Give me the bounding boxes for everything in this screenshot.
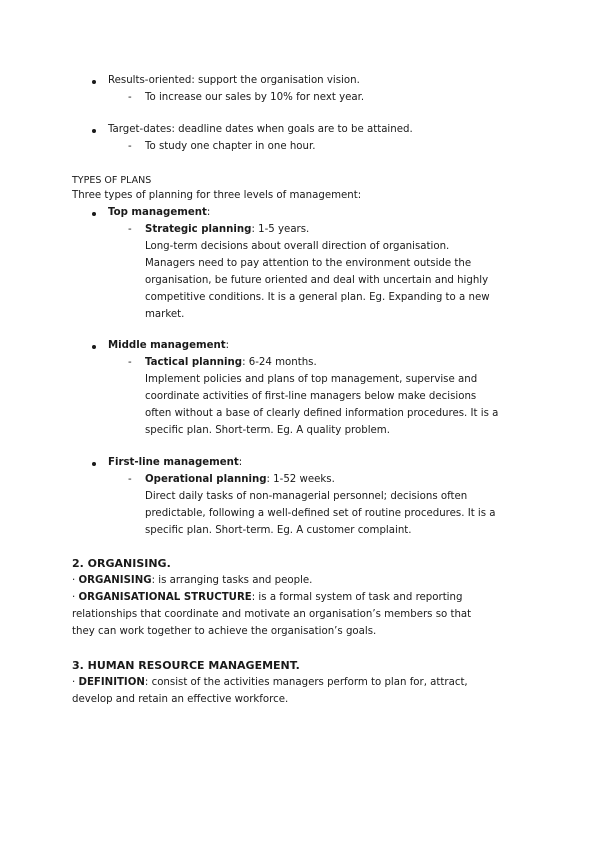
top-management-label: Top management bbox=[108, 207, 207, 218]
strategic-planning-item bbox=[145, 222, 309, 239]
top-management-line: Managers need to pay attention to the environment outside the bbox=[145, 258, 472, 269]
organising-term: ORGANISING bbox=[78, 575, 152, 586]
results-oriented-definition: : support the organisation vision. bbox=[191, 75, 360, 86]
dash-icon: - bbox=[128, 141, 132, 152]
list-marker: · bbox=[72, 575, 76, 586]
target-dates-example: To study one chapter in one hour. bbox=[145, 141, 316, 152]
dash-icon: - bbox=[128, 92, 132, 103]
colon: : bbox=[225, 340, 230, 351]
types-of-plans-intro: Three types of planning for three levels of management: bbox=[72, 190, 362, 201]
first-line-management-line: Direct daily tasks of non-managerial personnel; decisions often bbox=[145, 491, 468, 502]
middle-management-line: Implement policies and plans of top management, supervise and bbox=[145, 374, 478, 385]
tactical-planning-range: : 6-24 months. bbox=[242, 357, 317, 368]
first-line-management-line: predictable, following a well-defined set of routine procedures. It is a bbox=[145, 508, 496, 519]
dash-icon: - bbox=[128, 474, 132, 485]
middle-management-line: coordinate activities of first-line managers below make decisions bbox=[145, 391, 477, 402]
operational-planning-item bbox=[145, 472, 335, 489]
strategic-planning-label: Strategic planning bbox=[145, 224, 252, 235]
organisational-structure-line: they can work together to achieve the organisation’s goals. bbox=[72, 626, 377, 637]
first-line-management-item bbox=[108, 455, 242, 472]
middle-management-label: Middle management bbox=[108, 340, 226, 351]
hrm-definition-text: : consist of the activities managers perform to plan for, attract, bbox=[144, 677, 468, 688]
organising-definition bbox=[72, 573, 312, 590]
types-of-plans-heading: TYPES OF PLANS bbox=[72, 175, 152, 186]
top-management-line: organisation, be future oriented and deal with uncertain and highly bbox=[145, 275, 489, 286]
strategic-planning-range: : 1-5 years. bbox=[251, 224, 310, 235]
dash-icon: - bbox=[128, 224, 132, 235]
tactical-planning-item bbox=[145, 355, 317, 372]
colon: : bbox=[206, 207, 211, 218]
results-oriented-example: To increase our sales by 10% for next year. bbox=[145, 92, 365, 103]
list-marker: · bbox=[72, 592, 76, 603]
bullet-icon bbox=[92, 212, 96, 216]
hrm-definition bbox=[72, 675, 468, 692]
top-management-item bbox=[108, 205, 210, 222]
hrm-heading: 3. HUMAN RESOURCE MANAGEMENT. bbox=[72, 659, 300, 672]
tactical-planning-label: Tactical planning bbox=[145, 357, 243, 368]
organisational-structure-definition bbox=[72, 590, 462, 607]
target-dates-definition: : deadline dates when goals are to be attained. bbox=[171, 124, 413, 135]
hrm-definition-term: DEFINITION bbox=[78, 677, 145, 688]
bullet-icon bbox=[92, 345, 96, 349]
operational-planning-label: Operational planning bbox=[145, 474, 267, 485]
colon: : bbox=[238, 457, 243, 468]
top-management-line: competitive conditions. It is a general plan. Eg. Expanding to a new bbox=[145, 292, 490, 303]
operational-planning-range: : 1-52 weeks. bbox=[266, 474, 335, 485]
results-oriented-item bbox=[108, 73, 360, 90]
organising-heading: 2. ORGANISING. bbox=[72, 557, 171, 570]
bullet-icon bbox=[92, 462, 96, 466]
results-oriented-term: Results-oriented bbox=[108, 75, 192, 86]
middle-management-item bbox=[108, 338, 229, 355]
middle-management-line: often without a base of clearly defined information procedures. It is a bbox=[145, 408, 499, 419]
dash-icon: - bbox=[128, 357, 132, 368]
target-dates-term: Target-dates bbox=[108, 124, 172, 135]
middle-management-line: specific plan. Short-term. Eg. A quality problem. bbox=[145, 425, 390, 436]
first-line-management-label: First-line management bbox=[108, 457, 239, 468]
top-management-line: Long-term decisions about overall direction of organisation. bbox=[145, 241, 450, 252]
organisational-structure-term: ORGANISATIONAL STRUCTURE bbox=[78, 592, 252, 603]
organisational-structure-text: : is a formal system of task and reporting bbox=[251, 592, 463, 603]
organising-text: : is arranging tasks and people. bbox=[151, 575, 313, 586]
top-management-line: market. bbox=[145, 309, 185, 320]
bullet-icon bbox=[92, 80, 96, 84]
target-dates-item bbox=[108, 122, 413, 139]
hrm-definition-line: develop and retain an effective workforce. bbox=[72, 694, 289, 705]
bullet-icon bbox=[92, 129, 96, 133]
organisational-structure-line: relationships that coordinate and motivate an organisation’s members so that bbox=[72, 609, 472, 620]
list-marker: · bbox=[72, 677, 76, 688]
first-line-management-line: specific plan. Short-term. Eg. A customer complaint. bbox=[145, 525, 412, 536]
